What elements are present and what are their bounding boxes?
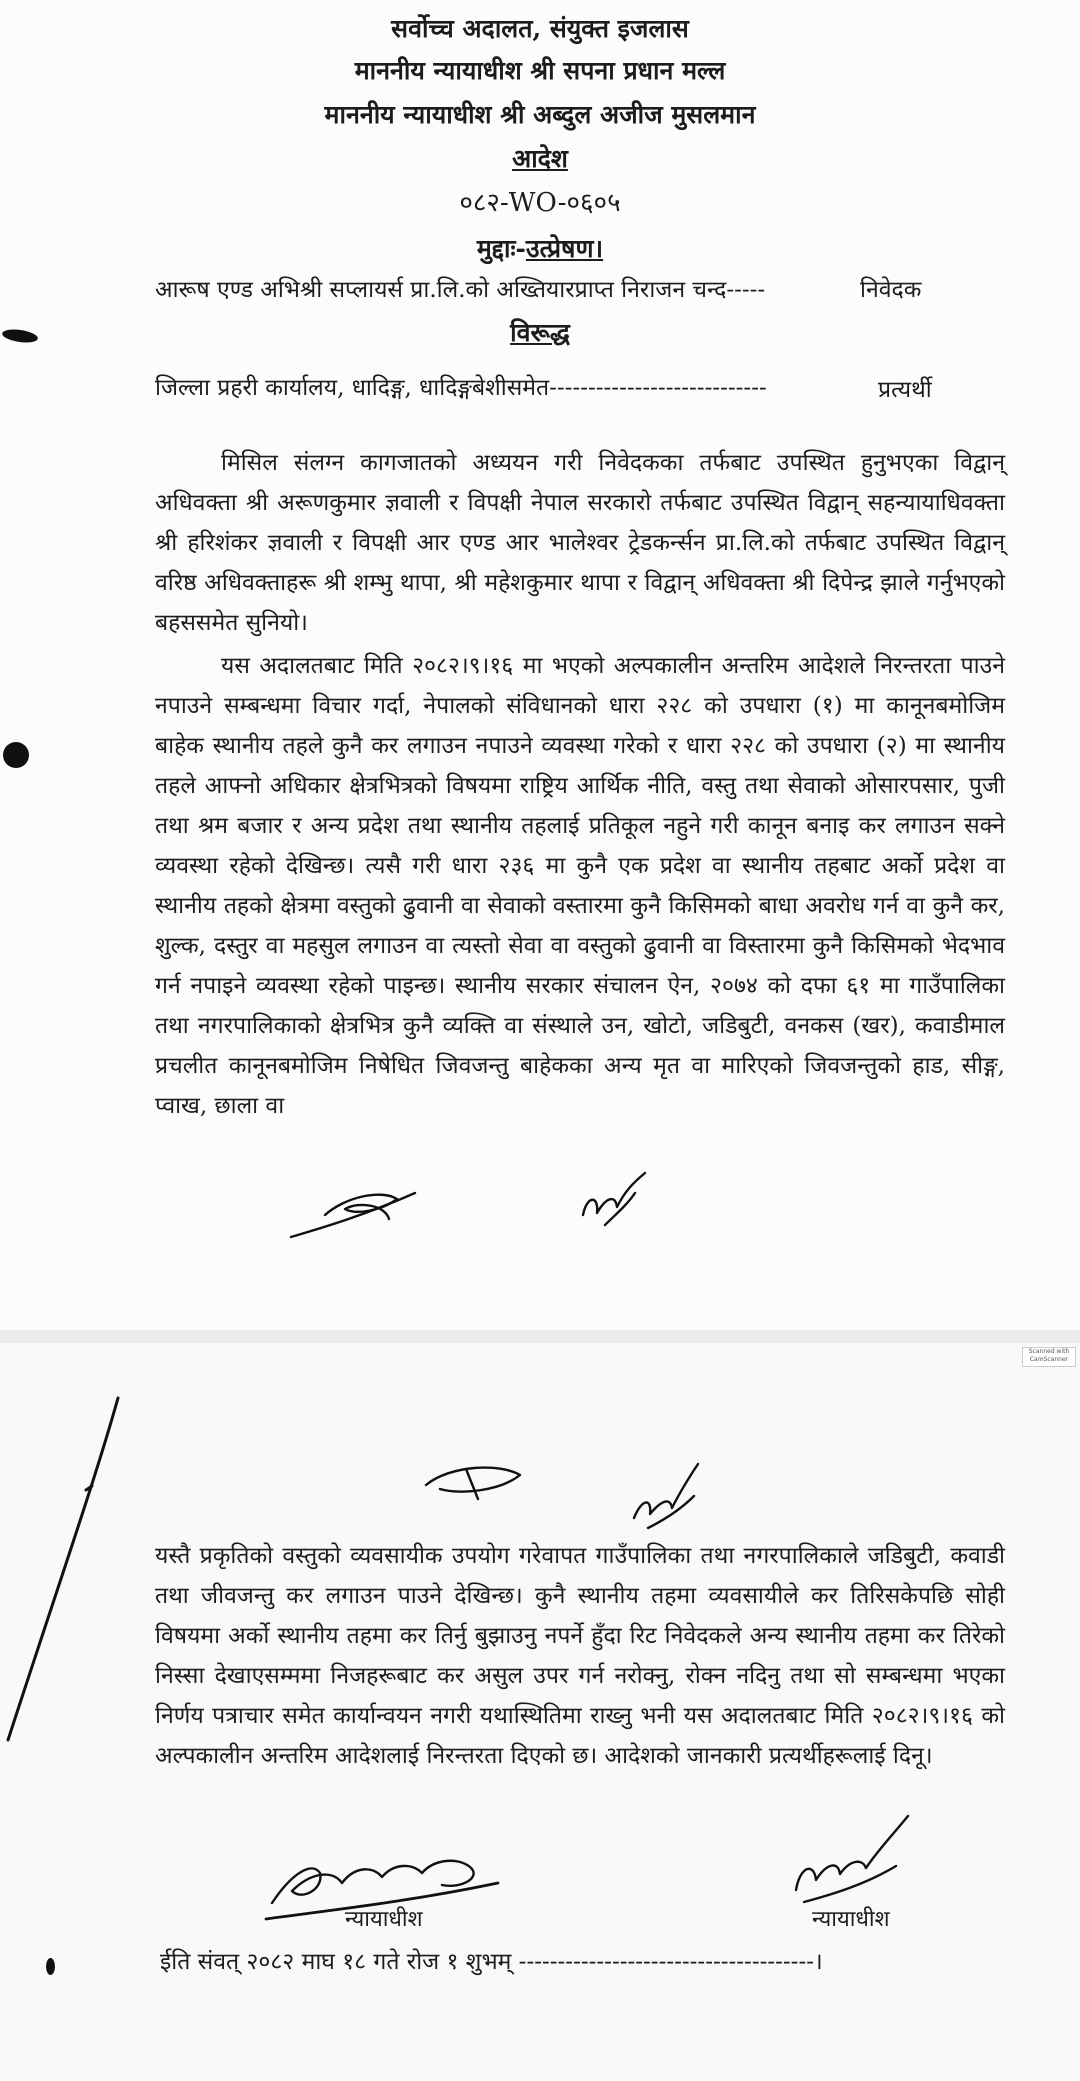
signature-icon xyxy=(285,1175,425,1245)
signature-label-right: न्यायाधीश xyxy=(812,1907,890,1932)
case-subject-value: उत्प्रेषण। xyxy=(525,234,604,263)
closing-date-line: ईति संवत् २०८२ माघ १८ गते रोज १ शुभम् --------------------------------------। xyxy=(160,1949,823,1975)
paragraph-hearing: मिसिल संलग्न कागजातको अध्ययन गरी निवेदकका तर्फबाट उपस्थित हुनुभएका विद्वान् अधिवक्ता श्री अरूणकुमार ज्ञवाली र विपक्षी नेपाल सरकारो तर्फबाट उपस्थित विद्वान् सहन्यायाधिवक्ता श्री हरिशंकर ज्ञवाली र विपक्षी आर एण्ड आर भालेश्वर ट्रेडकर्न्सन प्रा.लि.को तर्फबाट उपस्थित विद्वान् वरिष्ठ अधिवक्ताहरू श्री शम्भु थापा, श्री महेशकुमार थापा र विद्वान् अधिवक्ता श्री दिपेन्द्र झाले गर्नुभएको बहससमेत सुनियो। xyxy=(155,450,1005,636)
case-subject xyxy=(0,232,1080,266)
case-subject-label: मुद्दाः- xyxy=(476,234,526,263)
ink-blot xyxy=(46,1958,55,1975)
signature-icon xyxy=(786,1810,916,1910)
justice-one: माननीय न्यायाधीश श्री सपना प्रधान मल्ल xyxy=(354,56,726,85)
case-number: ०८२-WO-०६०५ xyxy=(459,188,621,218)
versus-label: विरूद्ध xyxy=(510,318,570,347)
signature-icon xyxy=(628,1462,708,1542)
signature-label-left: न्यायाधीश xyxy=(345,1907,423,1932)
pen-scratch-mark xyxy=(0,1390,130,1750)
order-title: आदेश xyxy=(512,144,568,173)
paragraph-analysis: यस अदालतबाट मिति २०८२।९।१६ मा भएको अल्पकालीन अन्तरिम आदेशले निरन्तरता पाउने नपाउने सम्बन्धमा विचार गर्दा, नेपालको संविधानको धारा २२८ को उपधारा (१) मा कानूनबमोजिम बाहेक स्थानीय तहले कुनै कर लगाउन नपाउने व्यवस्था गरेको र धारा २२८ को उपधारा (२) मा स्थानीय तहले आफ्नो अधिकार क्षेत्रभित्रको विषयमा राष्ट्रिय आर्थिक नीति, वस्तु तथा सेवाको ओसारपसार, पुजी तथा श्रम बजार र अन्य प्रदेश तथा स्थानीय तहलाई प्रतिकूल नहुने गरी कानून बनाइ कर लगाउन सक्ने व्यवस्था रहेको देखिन्छ। त्यसै गरी धारा २३६ मा कुनै एक प्रदेश वा स्थानीय तहबाट अर्को प्रदेश वा स्थानीय तहको क्षेत्रमा वस्तुको ढुवानी वा सेवाको वस्तारमा कुनै किसिमको बाधा अवरोध गर्न वा कुनै कर, शुल्क, दस्तुर वा महसुल लगाउन वा त्यस्तो सेवा वा वस्तुको ढुवानी वा विस्तारमा कुनै किसिमको भेदभाव गर्न नपाइने व्यवस्था रहेको पाइन्छ। स्थानीय सरकार संचालन ऐन, २०७४ को दफा ६१ मा गाउँपालिका तथा नगरपालिकाको क्षेत्रभित्र कुनै व्यक्ति वा संस्थाले उन, खोटो, जडिबुटी, वनकस (खर), कवाडीमाल प्रचलीत कानूनबमोजिम निषेधित जिवजन्तु बाहेकका अन्य मृत वा मारिएको जिवजन्तुको हाड, सीङ्ग, प्वाख, छाला वा xyxy=(155,653,1005,1119)
page-separator xyxy=(0,1330,1080,1343)
scanner-watermark: Scanned with CamScanner xyxy=(1022,1347,1076,1367)
petitioner-role: निवेदक xyxy=(860,277,922,303)
court-name: सर्वोच्च अदालत, संयुक्त इजलास xyxy=(391,14,689,43)
respondent-role: प्रत्यर्थी xyxy=(878,377,932,403)
ink-blot xyxy=(3,742,29,768)
signature-icon xyxy=(420,1455,530,1515)
petitioner-name: आरूष एण्ड अभिश्री सप्लायर्स प्रा.लि.को अख्तियारप्राप्त निराजन चन्द----- xyxy=(155,277,766,303)
signature-icon xyxy=(575,1165,655,1235)
justice-two: माननीय न्यायाधीश श्री अब्दुल अजीज मुसलमान xyxy=(324,100,756,129)
respondent-name: जिल्ला प्रहरी कार्यालय, धादिङ्ग, धादिङ्गबेशीसमेत---------------------------- xyxy=(155,375,767,401)
paragraph-conclusion: यस्तै प्रकृतिको वस्तुको व्यवसायीक उपयोग गरेवापत गाउँपालिका तथा नगरपालिकाले जडिबुटी, कवाडी तथा जीवजन्तु कर लगाउन पाउने देखिन्छ। कुनै स्थानीय तहमा व्यवसायीले कर तिरिसकेपछि सोही विषयमा अर्को स्थानीय तहमा कर तिर्नु बुझाउनु नपर्ने हुँदा रिट निवेदकले अन्य स्थानीय तहमा कर तिरेको निस्सा देखाएसम्ममा निजहरूबाट कर असुल उपर गर्न नरोक्नु, रोक्न नदिनु तथा सो सम्बन्धमा भएका निर्णय पत्राचार समेत कार्यान्वयन नगरी यथास्थितिमा राख्नु भनी यस अदालतबाट मिति २०८२।९।१६ को अल्पकालीन अन्तरिम आदेशलाई निरन्तरता दिएको छ। आदेशको जानकारी प्रत्यर्थीहरूलाई दिनू। xyxy=(155,1543,1005,1769)
